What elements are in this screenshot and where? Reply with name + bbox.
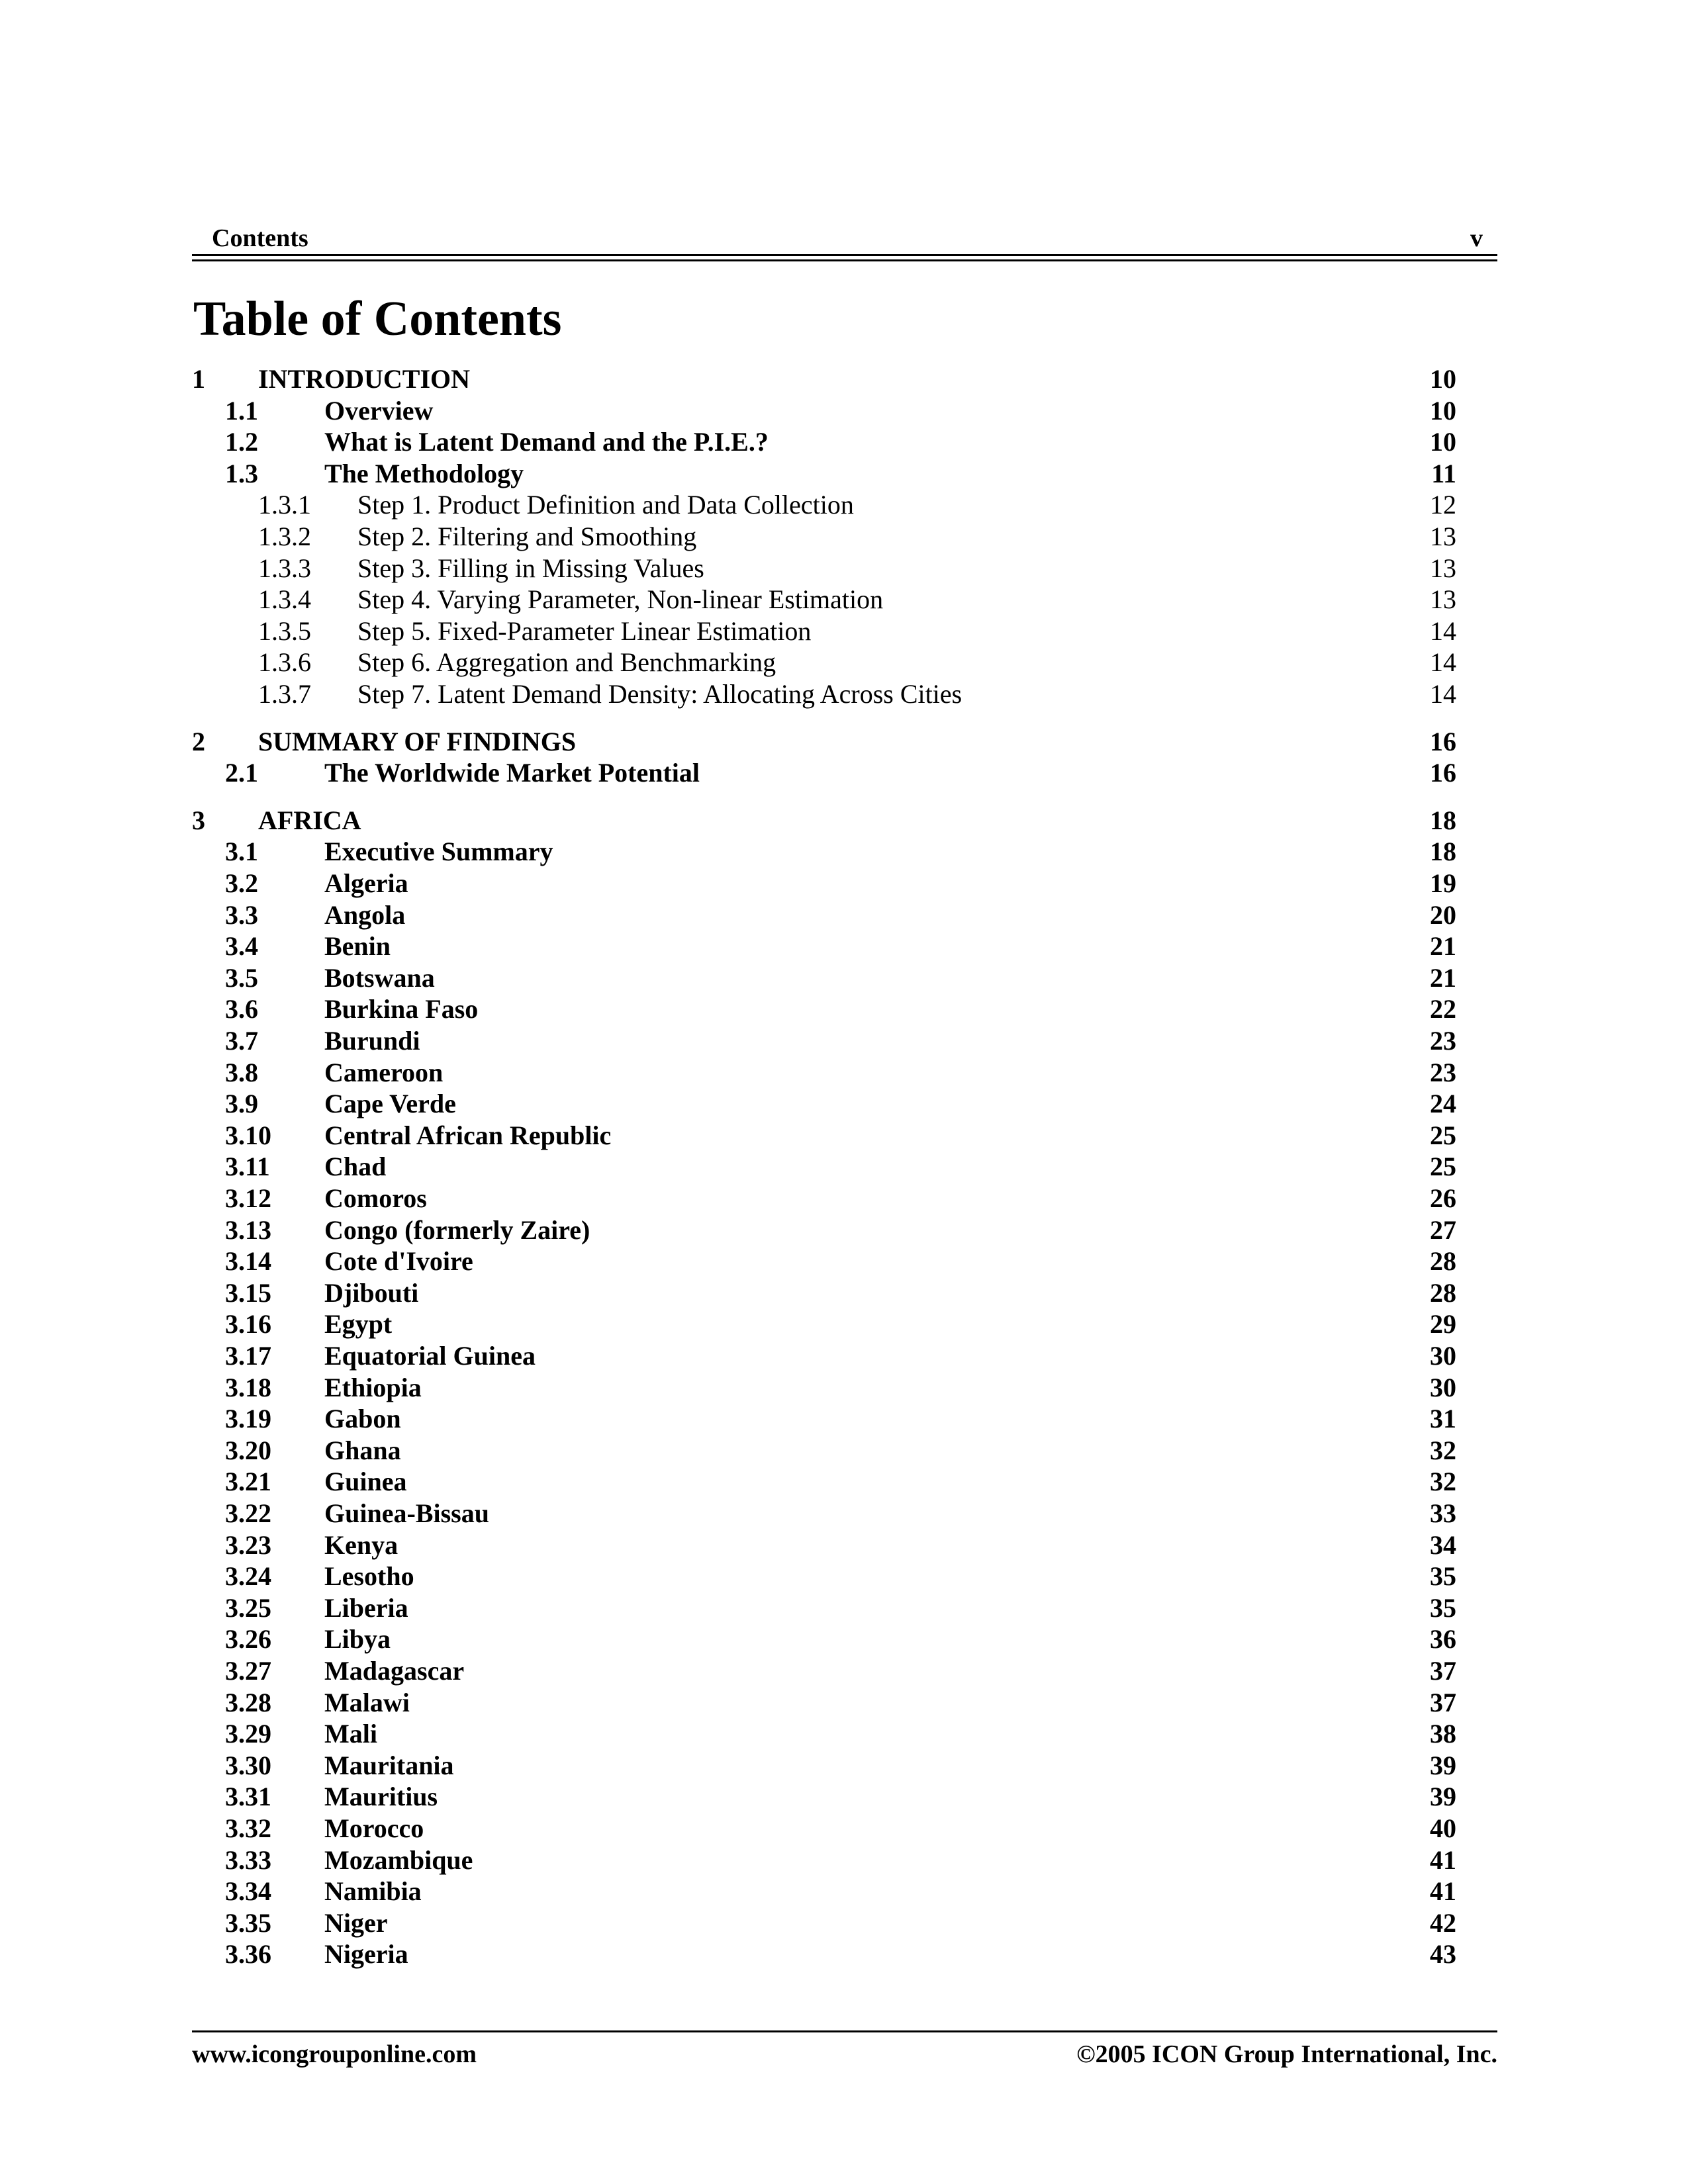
toc-entry[interactable] — [192, 1624, 1456, 1655]
toc-entry[interactable] — [192, 805, 1456, 836]
toc-entry-title: AFRICA — [258, 805, 361, 835]
toc-entry-number: 3.21 — [225, 1467, 271, 1497]
toc-entry-number: 3.8 — [225, 1057, 258, 1087]
toc-entry-title: Burundi — [324, 1026, 420, 1056]
toc-entry-number: 1.3.7 — [258, 679, 311, 709]
toc-entry-title: Morocco — [324, 1813, 424, 1843]
toc-entry-number: 3.5 — [225, 962, 258, 993]
toc-entry-title: INTRODUCTION — [258, 364, 471, 394]
toc-entry-number: 3.6 — [225, 994, 258, 1024]
toc-entry-number: 1.3.5 — [258, 615, 311, 646]
toc-entry-page: 38 — [1430, 1719, 1456, 1749]
header-section-title: Contents — [212, 224, 308, 252]
toc-entry[interactable] — [192, 1183, 1456, 1214]
toc-entry-title: Ethiopia — [324, 1372, 422, 1402]
toc-entry-page: 20 — [1430, 899, 1456, 930]
toc-entry-page: 35 — [1430, 1561, 1456, 1592]
page-title: Table of Contents — [193, 292, 562, 346]
toc-entry-title: The Methodology — [324, 458, 524, 488]
toc-entry-number: 3.27 — [225, 1656, 271, 1686]
toc-entry-title: Step 5. Fixed-Parameter Linear Estimation — [357, 615, 812, 646]
toc-entry-number: 3.18 — [225, 1372, 271, 1402]
toc-entry-number: 3.13 — [225, 1214, 271, 1245]
toc-entry[interactable] — [192, 1373, 1456, 1403]
header-rule — [192, 259, 1497, 261]
toc-entry[interactable] — [192, 1278, 1456, 1308]
toc-entry[interactable] — [192, 900, 1456, 931]
toc-entry-page: 31 — [1430, 1404, 1456, 1434]
toc-entry-title: Guinea — [324, 1467, 407, 1497]
toc-entry[interactable] — [192, 1939, 1456, 1970]
toc-entry[interactable] — [192, 459, 1456, 489]
toc-entry-page: 23 — [1430, 1026, 1456, 1056]
toc-entry-page: 14 — [1430, 615, 1456, 646]
toc-entry[interactable] — [192, 931, 1456, 962]
footer-copyright: ©2005 ICON Group International, Inc. — [1076, 2040, 1497, 2068]
toc-entry[interactable] — [192, 1751, 1456, 1781]
toc-entry-title: Lesotho — [324, 1561, 414, 1592]
toc-entry[interactable] — [192, 1782, 1456, 1812]
toc-entry[interactable] — [192, 1656, 1456, 1686]
toc-entry-title: Cape Verde — [324, 1089, 456, 1119]
toc-entry[interactable] — [192, 1435, 1456, 1466]
toc-entry-page: 19 — [1430, 868, 1456, 898]
toc-entry[interactable] — [192, 1813, 1456, 1844]
toc-entry-number: 3.12 — [225, 1183, 271, 1213]
toc-entry-number: 1.3.6 — [258, 647, 311, 678]
running-header — [192, 224, 1496, 257]
toc-entry[interactable] — [192, 1215, 1456, 1246]
toc-entry-title: Step 6. Aggregation and Benchmarking — [357, 647, 776, 678]
toc-entry[interactable] — [192, 553, 1456, 584]
toc-entry[interactable] — [192, 1467, 1456, 1497]
toc-entry-title: Niger — [324, 1907, 388, 1938]
toc-entry-title: Mauritius — [324, 1782, 438, 1812]
toc-entry-title: Mauritania — [324, 1750, 454, 1780]
toc-entry-page: 23 — [1430, 1057, 1456, 1087]
toc-entry[interactable] — [192, 1845, 1456, 1876]
toc-entry-title: Chad — [324, 1152, 387, 1182]
toc-entry-title: Step 1. Product Definition and Data Collection — [357, 490, 854, 520]
toc-entry[interactable] — [192, 1719, 1456, 1749]
toc-entry[interactable] — [192, 647, 1456, 678]
toc-entry-number: 3.19 — [225, 1404, 271, 1434]
running-footer — [192, 2040, 1497, 2073]
toc-entry[interactable] — [192, 758, 1456, 788]
toc-entry[interactable] — [192, 963, 1456, 993]
toc-entry-number: 3.17 — [225, 1341, 271, 1371]
toc-entry[interactable] — [192, 1561, 1456, 1592]
toc-entry-number: 3.3 — [225, 899, 258, 930]
toc-entry-number: 1.3.2 — [258, 522, 311, 551]
toc-entry-page: 11 — [1431, 458, 1456, 488]
toc-entry-title: Guinea-Bissau — [324, 1498, 489, 1528]
toc-entry[interactable] — [192, 1058, 1456, 1088]
toc-entry-page: 14 — [1430, 679, 1456, 709]
toc-entry-title: Angola — [324, 899, 406, 930]
toc-entry[interactable] — [192, 584, 1456, 615]
toc-entry-title: Step 7. Latent Demand Density: Allocating Across Cities — [357, 679, 962, 709]
toc-entry-page: 10 — [1430, 364, 1456, 394]
toc-entry-title: Gabon — [324, 1404, 401, 1434]
toc-entry-number: 2 — [192, 726, 205, 756]
toc-entry-page: 39 — [1430, 1750, 1456, 1780]
header-page-numeral: v — [1470, 224, 1483, 252]
toc-entry-title: Step 3. Filling in Missing Values — [357, 553, 704, 583]
header-rule — [192, 254, 1497, 256]
toc-entry-page: 32 — [1430, 1467, 1456, 1497]
toc-entry-title: Nigeria — [324, 1939, 408, 1970]
toc-entry-number: 3.4 — [225, 931, 258, 962]
toc-entry-title: Cote d'Ivoire — [324, 1246, 473, 1277]
toc-entry-page: 12 — [1430, 490, 1456, 520]
toc-entry-title: Benin — [324, 931, 391, 962]
toc-entry-page: 40 — [1430, 1813, 1456, 1843]
toc-entry-page: 14 — [1430, 647, 1456, 678]
toc-entry-number: 3.15 — [225, 1277, 271, 1308]
toc-entry-number: 3.1 — [225, 837, 258, 867]
toc-entry-page: 13 — [1430, 522, 1456, 551]
toc-entry-title: Libya — [324, 1624, 391, 1655]
toc-entry-number: 3.31 — [225, 1782, 271, 1812]
toc-entry-number: 1.3 — [225, 458, 258, 488]
toc-entry[interactable] — [192, 1908, 1456, 1938]
toc-entry-number: 3.2 — [225, 868, 258, 898]
toc-entry[interactable] — [192, 364, 1456, 394]
toc-entry-title: Executive Summary — [324, 837, 553, 867]
toc-entry-page: 29 — [1430, 1309, 1456, 1340]
toc-entry-page: 25 — [1430, 1152, 1456, 1182]
toc-entry-number: 3.30 — [225, 1750, 271, 1780]
toc-entry-page: 24 — [1430, 1089, 1456, 1119]
toc-entry-title: Algeria — [324, 868, 408, 898]
toc-entry-page: 28 — [1430, 1277, 1456, 1308]
toc-entry-number: 1.3.3 — [258, 553, 311, 583]
footer-website: www.icongrouponline.com — [192, 2040, 477, 2068]
toc-entry-page: 16 — [1430, 726, 1456, 756]
toc-entry-page: 30 — [1430, 1341, 1456, 1371]
toc-entry-number: 1.2 — [225, 427, 258, 457]
toc-entry-title: Ghana — [324, 1435, 401, 1465]
toc-entry-page: 37 — [1430, 1656, 1456, 1686]
toc-entry[interactable] — [192, 994, 1456, 1024]
toc-entry-number: 1.3.1 — [258, 490, 311, 520]
toc-entry-number: 2.1 — [225, 758, 258, 788]
toc-entry-title: Comoros — [324, 1183, 427, 1213]
toc-entry-title: Egypt — [324, 1309, 393, 1340]
toc-entry-number: 3.7 — [225, 1026, 258, 1056]
toc-entry[interactable] — [192, 490, 1456, 520]
toc-entry-number: 3 — [192, 805, 205, 835]
toc-entry-page: 25 — [1430, 1120, 1456, 1150]
toc-entry-number: 3.29 — [225, 1719, 271, 1749]
toc-entry-title: Madagascar — [324, 1656, 465, 1686]
toc-entry-page: 41 — [1430, 1876, 1456, 1907]
toc-entry-page: 36 — [1430, 1624, 1456, 1655]
toc-entry-number: 3.26 — [225, 1624, 271, 1655]
toc-entry-number: 3.35 — [225, 1907, 271, 1938]
toc-entry-page: 21 — [1430, 931, 1456, 962]
toc-entry-number: 3.33 — [225, 1844, 271, 1875]
toc-entry[interactable] — [192, 1498, 1456, 1529]
toc-entry-number: 3.10 — [225, 1120, 271, 1150]
toc-entry-number: 3.36 — [225, 1939, 271, 1970]
toc-entry-page: 35 — [1430, 1592, 1456, 1623]
toc-entry-page: 26 — [1430, 1183, 1456, 1213]
toc-entry-number: 3.16 — [225, 1309, 271, 1340]
toc-entry-number: 3.23 — [225, 1529, 271, 1560]
toc-entry-page: 30 — [1430, 1372, 1456, 1402]
toc-entry[interactable] — [192, 1404, 1456, 1434]
toc-entry-page: 34 — [1430, 1529, 1456, 1560]
toc-entry-number: 1 — [192, 364, 205, 394]
toc-entry-page: 10 — [1430, 395, 1456, 426]
toc-entry-title: Central African Republic — [324, 1120, 612, 1150]
toc-entry-title: Liberia — [324, 1592, 408, 1623]
toc-entry-page: 16 — [1430, 758, 1456, 788]
toc-entry[interactable] — [192, 427, 1456, 457]
toc-entry-number: 3.9 — [225, 1089, 258, 1119]
toc-entry-title: The Worldwide Market Potential — [324, 758, 700, 788]
toc-entry-title: Step 2. Filtering and Smoothing — [357, 522, 697, 551]
toc-entry-number: 3.14 — [225, 1246, 271, 1277]
toc-entry[interactable] — [192, 522, 1456, 552]
toc-entry-page: 21 — [1430, 962, 1456, 993]
toc-entry[interactable] — [192, 868, 1456, 899]
toc-entry-title: SUMMARY OF FINDINGS — [258, 726, 577, 756]
toc-entry-title: Mali — [324, 1719, 377, 1749]
toc-entry[interactable] — [192, 679, 1456, 709]
toc-entry-number: 3.28 — [225, 1687, 271, 1717]
toc-entry-title: Mozambique — [324, 1844, 473, 1875]
toc-entry-page: 10 — [1430, 427, 1456, 457]
toc-entry[interactable] — [192, 1309, 1456, 1340]
toc-entry-page: 18 — [1430, 805, 1456, 835]
toc-entry[interactable] — [192, 1688, 1456, 1718]
toc-entry-number: 3.20 — [225, 1435, 271, 1465]
toc-entry-number: 3.22 — [225, 1498, 271, 1528]
toc-entry[interactable] — [192, 1120, 1456, 1151]
toc-entry-title: What is Latent Demand and the P.I.E.? — [324, 427, 769, 457]
toc-entry-title: Namibia — [324, 1876, 422, 1907]
toc-entry-title: Burkina Faso — [324, 994, 479, 1024]
toc-entry-page: 33 — [1430, 1498, 1456, 1528]
footer-rule — [192, 2030, 1497, 2032]
toc-entry-page: 43 — [1430, 1939, 1456, 1970]
toc-entry-title: Congo (formerly Zaire) — [324, 1214, 590, 1245]
toc-entry-title: Botswana — [324, 962, 435, 993]
toc-entry-page: 13 — [1430, 584, 1456, 615]
toc-entry-page: 18 — [1430, 837, 1456, 867]
toc-entry-page: 39 — [1430, 1782, 1456, 1812]
toc-entry-title: Overview — [324, 395, 434, 426]
toc-entry[interactable] — [192, 1026, 1456, 1056]
toc-entry-number: 1.1 — [225, 395, 258, 426]
toc-entry-number: 3.11 — [225, 1152, 270, 1182]
toc-entry[interactable] — [192, 727, 1456, 757]
toc-entry[interactable] — [192, 1089, 1456, 1119]
toc-entry-page: 22 — [1430, 994, 1456, 1024]
toc-entry-page: 37 — [1430, 1687, 1456, 1717]
toc-entry-number: 1.3.4 — [258, 584, 311, 615]
toc-entry[interactable] — [192, 1246, 1456, 1277]
toc-entry-page: 41 — [1430, 1844, 1456, 1875]
toc-entry[interactable] — [192, 1593, 1456, 1623]
toc-entry-title: Kenya — [324, 1529, 399, 1560]
toc-entry-title: Malawi — [324, 1687, 410, 1717]
toc-entry-title: Step 4. Varying Parameter, Non-linear Estimation — [357, 584, 884, 615]
toc-entry-page: 28 — [1430, 1246, 1456, 1277]
toc-entry[interactable] — [192, 616, 1456, 647]
toc-entry-number: 3.24 — [225, 1561, 271, 1592]
toc-entry[interactable] — [192, 396, 1456, 426]
toc-entry-title: Djibouti — [324, 1277, 419, 1308]
toc-entry-page: 27 — [1430, 1214, 1456, 1245]
toc-entry[interactable] — [192, 1152, 1456, 1182]
toc-entry-page: 32 — [1430, 1435, 1456, 1465]
toc-entry-number: 3.25 — [225, 1592, 271, 1623]
toc-entry-title: Cameroon — [324, 1057, 444, 1087]
toc-entry[interactable] — [192, 1876, 1456, 1907]
toc-entry-number: 3.34 — [225, 1876, 271, 1907]
toc-entry[interactable] — [192, 1341, 1456, 1371]
toc-entry[interactable] — [192, 837, 1456, 867]
toc-entry-title: Equatorial Guinea — [324, 1341, 536, 1371]
toc-entry[interactable] — [192, 1530, 1456, 1561]
toc-entry-page: 13 — [1430, 553, 1456, 583]
toc-entry-number: 3.32 — [225, 1813, 271, 1843]
toc-entry-page: 42 — [1430, 1907, 1456, 1938]
